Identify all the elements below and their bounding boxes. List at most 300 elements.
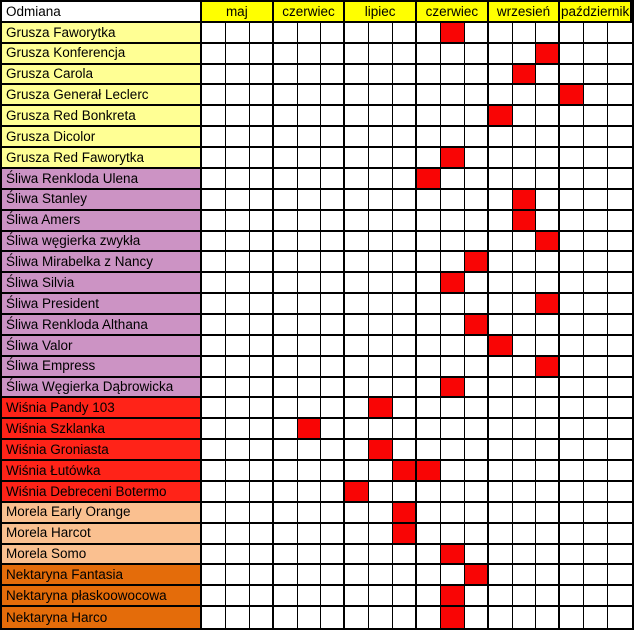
week-cell[interactable]: [321, 607, 345, 628]
row-label[interactable]: Śliwa Węgierka Dąbrowicka: [2, 378, 202, 399]
week-cell[interactable]: [298, 85, 322, 106]
week-cell[interactable]: [584, 586, 608, 607]
week-cell[interactable]: [250, 565, 274, 586]
week-cell[interactable]: [441, 315, 465, 336]
week-cell[interactable]: [250, 211, 274, 232]
harvest-cell[interactable]: [393, 524, 417, 545]
week-cell[interactable]: [536, 148, 560, 169]
harvest-cell[interactable]: [417, 169, 441, 190]
week-cell[interactable]: [608, 148, 632, 169]
week-cell[interactable]: [536, 524, 560, 545]
week-cell[interactable]: [393, 378, 417, 399]
harvest-cell[interactable]: [417, 461, 441, 482]
month-header-6[interactable]: październik: [560, 2, 632, 23]
week-cell[interactable]: [513, 148, 537, 169]
week-cell[interactable]: [274, 23, 298, 44]
week-cell[interactable]: [202, 315, 226, 336]
harvest-cell[interactable]: [513, 65, 537, 86]
row-label[interactable]: Grusza Generał Leclerc: [2, 85, 202, 106]
week-cell[interactable]: [393, 357, 417, 378]
week-cell[interactable]: [465, 336, 489, 357]
week-cell[interactable]: [369, 378, 393, 399]
week-cell[interactable]: [202, 252, 226, 273]
week-cell[interactable]: [584, 482, 608, 503]
month-header-3[interactable]: lipiec: [345, 2, 417, 23]
week-cell[interactable]: [274, 232, 298, 253]
row-label[interactable]: Grusza Red Faworytka: [2, 148, 202, 169]
week-cell[interactable]: [417, 586, 441, 607]
week-cell[interactable]: [226, 211, 250, 232]
week-cell[interactable]: [298, 315, 322, 336]
week-cell[interactable]: [536, 85, 560, 106]
harvest-cell[interactable]: [536, 357, 560, 378]
week-cell[interactable]: [417, 398, 441, 419]
week-cell[interactable]: [536, 190, 560, 211]
week-cell[interactable]: [417, 357, 441, 378]
week-cell[interactable]: [560, 148, 584, 169]
week-cell[interactable]: [584, 169, 608, 190]
week-cell[interactable]: [250, 127, 274, 148]
week-cell[interactable]: [584, 545, 608, 566]
week-cell[interactable]: [274, 461, 298, 482]
week-cell[interactable]: [560, 106, 584, 127]
week-cell[interactable]: [369, 294, 393, 315]
week-cell[interactable]: [584, 85, 608, 106]
week-cell[interactable]: [298, 565, 322, 586]
week-cell[interactable]: [321, 503, 345, 524]
week-cell[interactable]: [274, 211, 298, 232]
harvest-cell[interactable]: [536, 294, 560, 315]
week-cell[interactable]: [226, 315, 250, 336]
week-cell[interactable]: [321, 378, 345, 399]
week-cell[interactable]: [298, 461, 322, 482]
week-cell[interactable]: [393, 85, 417, 106]
week-cell[interactable]: [345, 148, 369, 169]
week-cell[interactable]: [250, 169, 274, 190]
row-label[interactable]: Śliwa Renkloda Althana: [2, 315, 202, 336]
week-cell[interactable]: [345, 169, 369, 190]
week-cell[interactable]: [202, 398, 226, 419]
week-cell[interactable]: [250, 482, 274, 503]
week-cell[interactable]: [345, 190, 369, 211]
week-cell[interactable]: [345, 565, 369, 586]
week-cell[interactable]: [226, 65, 250, 86]
week-cell[interactable]: [536, 23, 560, 44]
week-cell[interactable]: [345, 545, 369, 566]
week-cell[interactable]: [226, 273, 250, 294]
harvest-cell[interactable]: [465, 565, 489, 586]
week-cell[interactable]: [465, 273, 489, 294]
week-cell[interactable]: [202, 336, 226, 357]
week-cell[interactable]: [298, 545, 322, 566]
week-cell[interactable]: [536, 273, 560, 294]
week-cell[interactable]: [536, 586, 560, 607]
week-cell[interactable]: [274, 524, 298, 545]
week-cell[interactable]: [489, 482, 513, 503]
week-cell[interactable]: [226, 545, 250, 566]
week-cell[interactable]: [298, 586, 322, 607]
week-cell[interactable]: [489, 211, 513, 232]
week-cell[interactable]: [489, 273, 513, 294]
week-cell[interactable]: [345, 398, 369, 419]
week-cell[interactable]: [417, 607, 441, 628]
week-cell[interactable]: [369, 565, 393, 586]
week-cell[interactable]: [465, 461, 489, 482]
week-cell[interactable]: [226, 169, 250, 190]
week-cell[interactable]: [489, 398, 513, 419]
week-cell[interactable]: [393, 586, 417, 607]
week-cell[interactable]: [226, 461, 250, 482]
week-cell[interactable]: [202, 294, 226, 315]
week-cell[interactable]: [345, 23, 369, 44]
week-cell[interactable]: [321, 294, 345, 315]
week-cell[interactable]: [536, 315, 560, 336]
week-cell[interactable]: [274, 357, 298, 378]
week-cell[interactable]: [417, 211, 441, 232]
week-cell[interactable]: [202, 357, 226, 378]
row-label[interactable]: Śliwa Renkloda Ulena: [2, 169, 202, 190]
week-cell[interactable]: [560, 315, 584, 336]
week-cell[interactable]: [417, 524, 441, 545]
harvest-cell[interactable]: [513, 190, 537, 211]
week-cell[interactable]: [369, 336, 393, 357]
harvest-cell[interactable]: [345, 482, 369, 503]
week-cell[interactable]: [298, 65, 322, 86]
week-cell[interactable]: [274, 169, 298, 190]
week-cell[interactable]: [417, 65, 441, 86]
week-cell[interactable]: [513, 378, 537, 399]
week-cell[interactable]: [441, 565, 465, 586]
week-cell[interactable]: [465, 419, 489, 440]
week-cell[interactable]: [489, 378, 513, 399]
row-label[interactable]: Śliwa Mirabelka z Nancy: [2, 252, 202, 273]
week-cell[interactable]: [393, 294, 417, 315]
row-label[interactable]: Śliwa President: [2, 294, 202, 315]
week-cell[interactable]: [321, 419, 345, 440]
week-cell[interactable]: [417, 565, 441, 586]
week-cell[interactable]: [584, 44, 608, 65]
week-cell[interactable]: [608, 378, 632, 399]
week-cell[interactable]: [441, 357, 465, 378]
week-cell[interactable]: [608, 65, 632, 86]
week-cell[interactable]: [345, 461, 369, 482]
week-cell[interactable]: [441, 503, 465, 524]
week-cell[interactable]: [369, 482, 393, 503]
week-cell[interactable]: [489, 252, 513, 273]
week-cell[interactable]: [560, 607, 584, 628]
row-label[interactable]: Śliwa węgierka zwykła: [2, 232, 202, 253]
week-cell[interactable]: [608, 357, 632, 378]
week-cell[interactable]: [489, 440, 513, 461]
week-cell[interactable]: [393, 440, 417, 461]
week-cell[interactable]: [536, 106, 560, 127]
week-cell[interactable]: [608, 190, 632, 211]
week-cell[interactable]: [226, 503, 250, 524]
week-cell[interactable]: [513, 545, 537, 566]
week-cell[interactable]: [250, 85, 274, 106]
week-cell[interactable]: [584, 23, 608, 44]
week-cell[interactable]: [369, 315, 393, 336]
week-cell[interactable]: [321, 315, 345, 336]
week-cell[interactable]: [321, 106, 345, 127]
week-cell[interactable]: [369, 607, 393, 628]
week-cell[interactable]: [226, 23, 250, 44]
week-cell[interactable]: [202, 44, 226, 65]
week-cell[interactable]: [274, 440, 298, 461]
week-cell[interactable]: [441, 232, 465, 253]
week-cell[interactable]: [441, 252, 465, 273]
corner-header-odmiana[interactable]: Odmiana: [2, 2, 202, 23]
week-cell[interactable]: [226, 232, 250, 253]
week-cell[interactable]: [465, 65, 489, 86]
week-cell[interactable]: [321, 65, 345, 86]
week-cell[interactable]: [560, 440, 584, 461]
week-cell[interactable]: [321, 586, 345, 607]
month-header-5[interactable]: wrzesień: [489, 2, 561, 23]
week-cell[interactable]: [560, 190, 584, 211]
week-cell[interactable]: [321, 190, 345, 211]
week-cell[interactable]: [536, 503, 560, 524]
week-cell[interactable]: [250, 545, 274, 566]
week-cell[interactable]: [560, 44, 584, 65]
week-cell[interactable]: [560, 336, 584, 357]
week-cell[interactable]: [584, 336, 608, 357]
month-header-2[interactable]: czerwiec: [274, 2, 346, 23]
week-cell[interactable]: [489, 503, 513, 524]
week-cell[interactable]: [345, 85, 369, 106]
week-cell[interactable]: [274, 106, 298, 127]
week-cell[interactable]: [560, 565, 584, 586]
week-cell[interactable]: [465, 232, 489, 253]
week-cell[interactable]: [417, 232, 441, 253]
week-cell[interactable]: [321, 127, 345, 148]
week-cell[interactable]: [345, 607, 369, 628]
harvest-cell[interactable]: [489, 106, 513, 127]
week-cell[interactable]: [298, 23, 322, 44]
week-cell[interactable]: [417, 148, 441, 169]
week-cell[interactable]: [441, 85, 465, 106]
week-cell[interactable]: [202, 378, 226, 399]
week-cell[interactable]: [513, 106, 537, 127]
week-cell[interactable]: [489, 232, 513, 253]
week-cell[interactable]: [274, 398, 298, 419]
week-cell[interactable]: [584, 106, 608, 127]
week-cell[interactable]: [608, 419, 632, 440]
week-cell[interactable]: [417, 106, 441, 127]
week-cell[interactable]: [202, 232, 226, 253]
week-cell[interactable]: [441, 419, 465, 440]
row-label[interactable]: Morela Harcot: [2, 524, 202, 545]
week-cell[interactable]: [393, 148, 417, 169]
week-cell[interactable]: [226, 106, 250, 127]
week-cell[interactable]: [369, 252, 393, 273]
week-cell[interactable]: [608, 398, 632, 419]
week-cell[interactable]: [489, 315, 513, 336]
week-cell[interactable]: [584, 294, 608, 315]
week-cell[interactable]: [250, 398, 274, 419]
harvest-cell[interactable]: [560, 85, 584, 106]
week-cell[interactable]: [202, 607, 226, 628]
week-cell[interactable]: [584, 398, 608, 419]
week-cell[interactable]: [250, 503, 274, 524]
week-cell[interactable]: [321, 357, 345, 378]
harvest-cell[interactable]: [441, 273, 465, 294]
harvest-cell[interactable]: [441, 378, 465, 399]
week-cell[interactable]: [226, 148, 250, 169]
week-cell[interactable]: [369, 148, 393, 169]
week-cell[interactable]: [393, 252, 417, 273]
week-cell[interactable]: [321, 232, 345, 253]
week-cell[interactable]: [584, 607, 608, 628]
week-cell[interactable]: [369, 419, 393, 440]
week-cell[interactable]: [250, 607, 274, 628]
week-cell[interactable]: [465, 398, 489, 419]
week-cell[interactable]: [226, 190, 250, 211]
week-cell[interactable]: [560, 211, 584, 232]
week-cell[interactable]: [274, 273, 298, 294]
week-cell[interactable]: [202, 524, 226, 545]
week-cell[interactable]: [560, 294, 584, 315]
week-cell[interactable]: [298, 190, 322, 211]
row-label[interactable]: Wiśnia Pandy 103: [2, 398, 202, 419]
row-label[interactable]: Nektaryna Fantasia: [2, 565, 202, 586]
week-cell[interactable]: [584, 190, 608, 211]
week-cell[interactable]: [465, 106, 489, 127]
week-cell[interactable]: [489, 190, 513, 211]
week-cell[interactable]: [441, 461, 465, 482]
week-cell[interactable]: [536, 461, 560, 482]
week-cell[interactable]: [321, 211, 345, 232]
week-cell[interactable]: [202, 106, 226, 127]
week-cell[interactable]: [345, 357, 369, 378]
week-cell[interactable]: [489, 586, 513, 607]
week-cell[interactable]: [274, 190, 298, 211]
week-cell[interactable]: [584, 232, 608, 253]
harvest-cell[interactable]: [441, 545, 465, 566]
week-cell[interactable]: [226, 565, 250, 586]
week-cell[interactable]: [560, 232, 584, 253]
row-label[interactable]: Grusza Faworytka: [2, 23, 202, 44]
week-cell[interactable]: [489, 357, 513, 378]
week-cell[interactable]: [202, 586, 226, 607]
week-cell[interactable]: [584, 524, 608, 545]
week-cell[interactable]: [465, 524, 489, 545]
row-label[interactable]: Nektaryna płaskoowocowa: [2, 586, 202, 607]
harvest-cell[interactable]: [441, 586, 465, 607]
week-cell[interactable]: [608, 586, 632, 607]
week-cell[interactable]: [226, 440, 250, 461]
week-cell[interactable]: [489, 23, 513, 44]
week-cell[interactable]: [226, 44, 250, 65]
week-cell[interactable]: [513, 336, 537, 357]
week-cell[interactable]: [369, 232, 393, 253]
week-cell[interactable]: [489, 545, 513, 566]
week-cell[interactable]: [369, 586, 393, 607]
week-cell[interactable]: [226, 378, 250, 399]
week-cell[interactable]: [202, 23, 226, 44]
row-label[interactable]: Śliwa Valor: [2, 336, 202, 357]
week-cell[interactable]: [369, 190, 393, 211]
week-cell[interactable]: [250, 378, 274, 399]
month-header-1[interactable]: maj: [202, 2, 274, 23]
week-cell[interactable]: [608, 232, 632, 253]
week-cell[interactable]: [513, 315, 537, 336]
week-cell[interactable]: [345, 65, 369, 86]
week-cell[interactable]: [250, 315, 274, 336]
week-cell[interactable]: [560, 169, 584, 190]
week-cell[interactable]: [560, 461, 584, 482]
harvest-cell[interactable]: [369, 440, 393, 461]
week-cell[interactable]: [321, 252, 345, 273]
week-cell[interactable]: [560, 252, 584, 273]
week-cell[interactable]: [536, 419, 560, 440]
week-cell[interactable]: [298, 232, 322, 253]
week-cell[interactable]: [369, 23, 393, 44]
week-cell[interactable]: [441, 127, 465, 148]
week-cell[interactable]: [250, 461, 274, 482]
week-cell[interactable]: [536, 169, 560, 190]
week-cell[interactable]: [608, 44, 632, 65]
week-cell[interactable]: [298, 169, 322, 190]
week-cell[interactable]: [345, 44, 369, 65]
week-cell[interactable]: [369, 273, 393, 294]
row-label[interactable]: Morela Early Orange: [2, 503, 202, 524]
week-cell[interactable]: [298, 127, 322, 148]
week-cell[interactable]: [226, 419, 250, 440]
harvest-cell[interactable]: [298, 419, 322, 440]
week-cell[interactable]: [345, 273, 369, 294]
week-cell[interactable]: [345, 127, 369, 148]
week-cell[interactable]: [202, 85, 226, 106]
week-cell[interactable]: [513, 607, 537, 628]
week-cell[interactable]: [536, 336, 560, 357]
week-cell[interactable]: [513, 482, 537, 503]
week-cell[interactable]: [536, 545, 560, 566]
week-cell[interactable]: [489, 524, 513, 545]
week-cell[interactable]: [393, 482, 417, 503]
week-cell[interactable]: [321, 336, 345, 357]
week-cell[interactable]: [321, 148, 345, 169]
week-cell[interactable]: [393, 23, 417, 44]
week-cell[interactable]: [417, 273, 441, 294]
week-cell[interactable]: [274, 315, 298, 336]
week-cell[interactable]: [321, 44, 345, 65]
week-cell[interactable]: [608, 127, 632, 148]
week-cell[interactable]: [560, 586, 584, 607]
week-cell[interactable]: [298, 252, 322, 273]
week-cell[interactable]: [345, 232, 369, 253]
week-cell[interactable]: [417, 190, 441, 211]
week-cell[interactable]: [465, 190, 489, 211]
week-cell[interactable]: [465, 503, 489, 524]
week-cell[interactable]: [202, 65, 226, 86]
week-cell[interactable]: [298, 294, 322, 315]
week-cell[interactable]: [608, 461, 632, 482]
week-cell[interactable]: [345, 378, 369, 399]
harvest-cell[interactable]: [393, 503, 417, 524]
week-cell[interactable]: [513, 85, 537, 106]
week-cell[interactable]: [345, 336, 369, 357]
week-cell[interactable]: [417, 127, 441, 148]
week-cell[interactable]: [298, 336, 322, 357]
week-cell[interactable]: [298, 106, 322, 127]
week-cell[interactable]: [465, 44, 489, 65]
week-cell[interactable]: [369, 461, 393, 482]
harvest-cell[interactable]: [441, 607, 465, 628]
week-cell[interactable]: [441, 190, 465, 211]
row-label[interactable]: Morela Somo: [2, 545, 202, 566]
week-cell[interactable]: [584, 565, 608, 586]
